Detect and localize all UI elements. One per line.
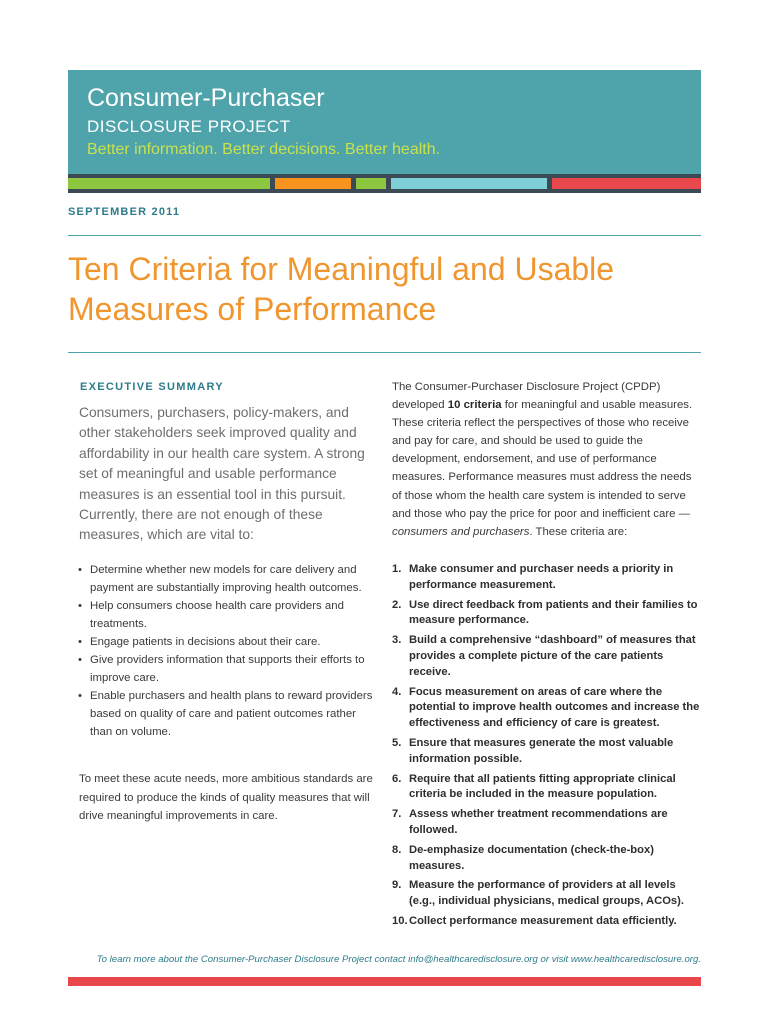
stripe-segment-orange <box>275 178 351 189</box>
page-title: Ten Criteria for Meaningful and Usable Measures of Performance <box>68 251 615 327</box>
criteria-text: Collect performance measurement data efficiently. <box>409 914 677 927</box>
criteria-number: 7. <box>392 808 402 821</box>
divider-top <box>68 235 701 236</box>
criteria-item <box>392 736 700 768</box>
org-subtitle: DISCLOSURE PROJECT <box>87 117 291 136</box>
intro-text-2: for meaningful and usable measures. These criteria reflect the perspectives of those who receive and pay for care, and should be used to guide the development, endorsement, and use of performance measures. Performance measures must address the needs of those whom the health care system is intended to serve and those who pay the price for poor and inefficient care — <box>392 399 693 520</box>
stripe-segment-cyan <box>391 178 547 189</box>
header-banner <box>68 70 701 174</box>
criteria-number: 6. <box>392 772 402 785</box>
list-item: • Enable purchasers and health plans to reward providers based on quality of care and patient outcomes rather than on volume. <box>78 687 373 741</box>
criteria-text: Measure the performance of providers at all levels (e.g., individual physicians, medical groups, ACOs). <box>409 879 684 908</box>
criteria-text: Use direct feedback from patients and their families to measure performance. <box>409 598 698 627</box>
criteria-item <box>392 633 700 680</box>
criteria-item <box>392 807 700 839</box>
criteria-item <box>392 562 700 594</box>
stripe-segment-green-small <box>356 178 386 189</box>
criteria-number: 10. <box>392 914 408 927</box>
intro-bold-text: 10 criteria <box>447 399 502 412</box>
criteria-item <box>392 843 700 875</box>
intro-text-3: . These criteria are: <box>529 525 628 538</box>
list-item: • Give providers information that supports their efforts to improve care. <box>78 651 373 687</box>
criteria-item <box>392 878 700 910</box>
criteria-item <box>392 598 700 630</box>
criteria-list <box>392 562 700 934</box>
intro-italic-text: consumers and purchasers <box>392 525 530 538</box>
stripe-segment-red <box>552 178 701 189</box>
footer-bar <box>68 977 701 986</box>
criteria-text: Require that all patients fitting appropriate clinical criteria be included in the measure population. <box>409 772 676 801</box>
org-name: Consumer-Purchaser <box>87 84 325 112</box>
criteria-text: Build a comprehensive “dashboard” of measures that provides a complete picture of the care patients receive. <box>409 634 696 678</box>
criteria-intro-paragraph <box>392 378 700 541</box>
criteria-number: 3. <box>392 634 402 647</box>
criteria-text: Focus measurement on areas of care where the potential to improve health outcomes and increase the effectiveness and efficiency of care is greatest. <box>409 685 700 730</box>
criteria-text: Ensure that measures generate the most valuable information possible. <box>409 736 674 765</box>
publication-date: SEPTEMBER 2011 <box>68 206 181 218</box>
closing-paragraph: To meet these acute needs, more ambitious standards are required to produce the kinds of quality measures that will drive meaningful improvements in care. <box>79 773 373 822</box>
criteria-number: 1. <box>392 563 402 575</box>
criteria-number: 2. <box>392 598 402 611</box>
list-item: • Determine whether new models for care delivery and payment are substantially improving health outcomes. <box>78 561 373 597</box>
footer-contact-note: To learn more about the Consumer-Purchaser Disclosure Project contact info@healthcaredisclosure.org or visit www.healthcaredisclosure.org. <box>96 954 701 965</box>
criteria-text: Assess whether treatment recommendations are followed. <box>409 808 668 836</box>
criteria-number: 5. <box>392 736 402 749</box>
color-stripe-bar <box>68 174 701 193</box>
criteria-number: 8. <box>392 843 402 856</box>
intro-text-1: The Consumer-Purchaser Disclosure Project (CPDP) developed <box>392 381 661 412</box>
criteria-item <box>392 685 700 732</box>
criteria-number: 9. <box>392 879 402 892</box>
list-item: • Help consumers choose health care providers and treatments. <box>78 597 373 633</box>
stripe-segment-green <box>68 178 270 189</box>
criteria-text: De-emphasize documentation (check-the-box) measures. <box>409 843 654 872</box>
criteria-text: Make consumer and purchaser needs a priority in performance measurement. <box>409 563 674 591</box>
divider-bottom <box>68 352 701 353</box>
needs-bullet-list <box>78 561 373 741</box>
tagline: Better information. Better decisions. Better health. <box>87 141 441 158</box>
criteria-item <box>392 914 700 930</box>
executive-summary-heading: EXECUTIVE SUMMARY <box>80 381 224 393</box>
executive-summary-lead: Consumers, purchasers, policy-makers, and other stakeholders seek improved quality and affordability in our health care system. A strong set of meaningful and usable performance measures is an essential tool in this pursuit. Currently, there are not enough of these measures, which are vital to: <box>79 405 365 543</box>
criteria-number: 4. <box>392 685 402 698</box>
list-item: • Engage patients in decisions about their care. <box>78 633 373 651</box>
criteria-item <box>392 772 700 804</box>
